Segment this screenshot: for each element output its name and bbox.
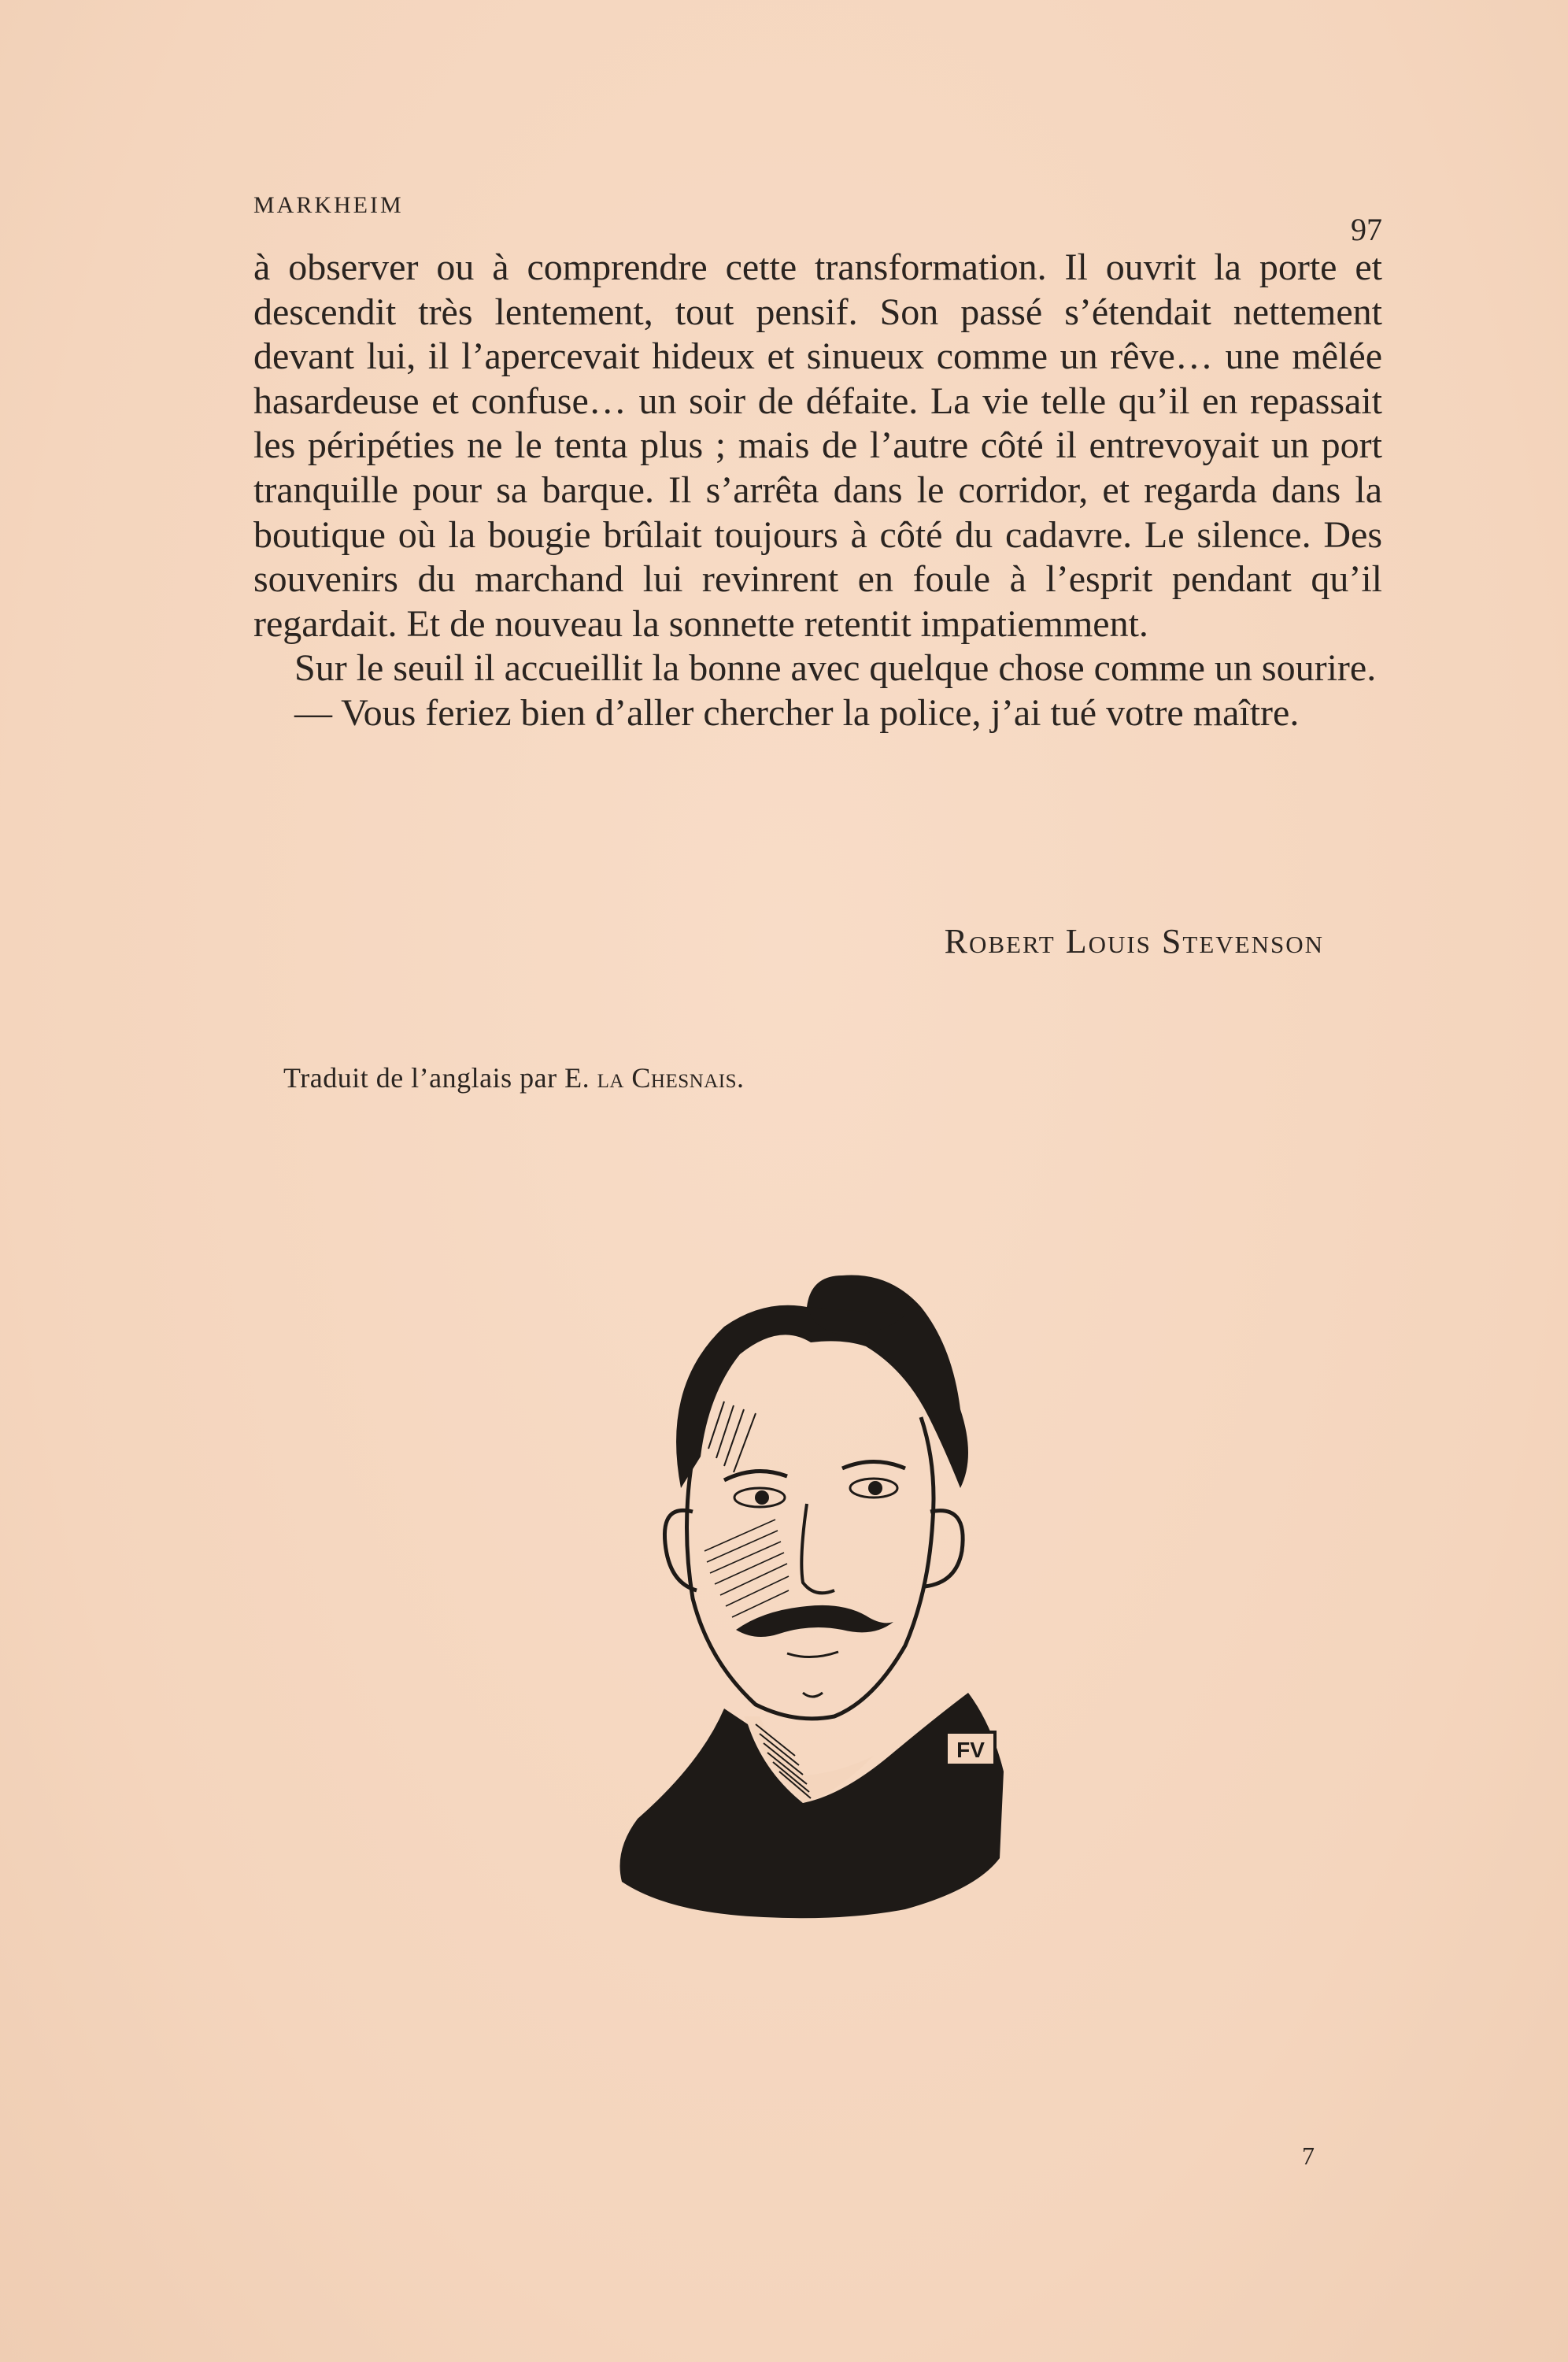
body-text xyxy=(253,246,1382,736)
credit-prefix: Traduit de l’anglais par E. xyxy=(283,1062,590,1094)
paragraph-2: Sur le seuil il accueillit la bonne avec quelque chose comme un sourire. xyxy=(294,647,1377,690)
paragraph-1: à observer ou à comprendre cette transformation. Il ouvrit la porte et descendit très lentement, tout pensif. Son passé s’étendait nettement devant lui, il l’apercevait hideux et sinueux comme un rêve… une mêlée hasardeuse et confuse… un soir de défaite. La vie telle qu’il en repassait les péripéties ne le tenta plus ; mais de l’autre côté il entrevoyait un port tranquille pour sa barque. Il s’arrêta dans le corridor, et regarda dans la boutique où la bougie brûlait toujours à côté du cadavre. Le silence. Des souvenirs du marchand lui revinrent en foule à l’esprit pendant qu’il regardait. Et de nouveau la sonnette retentit impatiemment. xyxy=(253,246,1382,645)
page-number: 97 xyxy=(1351,212,1382,247)
translation-credit xyxy=(283,1061,745,1094)
paragraph-3: — Vous feriez bien d’aller chercher la police, j’ai tué votre maître. xyxy=(294,691,1300,734)
printer-signature-mark: 7 xyxy=(1302,2142,1315,2170)
translator-name: la Chesnais. xyxy=(597,1062,745,1094)
artist-monogram: FV xyxy=(956,1738,985,1762)
author-signature: Robert Louis Stevenson xyxy=(944,922,1324,961)
running-head: MARKHEIM xyxy=(253,192,404,218)
author-portrait-woodcut xyxy=(606,1252,1031,1937)
